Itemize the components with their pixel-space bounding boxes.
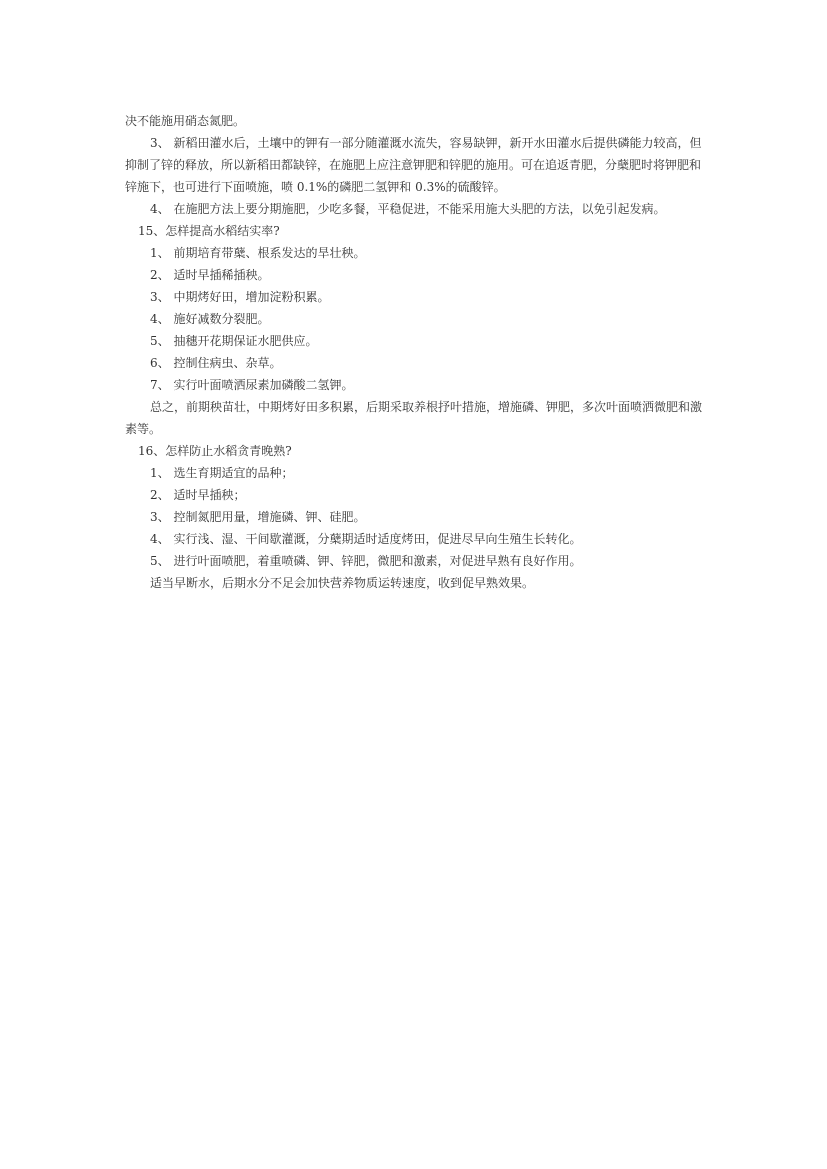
q16-list-item-2: 2、 适时早插秧； [150,488,246,502]
q15-list-item-4: 4、 施好减数分裂肥。 [150,312,270,326]
paragraph-item-4: 4、 在施肥方法上要分期施肥，少吃多餐，平稳促进，不能采用施大头肥的方法，以免引起发病。 [150,202,666,216]
paragraph-continuation: 决不能施用硝态氮肥。 [125,114,246,128]
q16-list-item-3: 3、 控制氮肥用量，增施磷、钾、硅肥。 [150,510,366,524]
q15-list-item-1: 1、 前期培育带蘖、根系发达的旱壮秧。 [150,246,366,260]
q16-list-item-4: 4、 实行浅、湿、干间歇灌溉，分蘖期适时适度烤田，促进尽早向生殖生长转化。 [150,532,582,546]
q15-list-item-7: 7、 实行叶面喷洒尿素加磷酸二氢钾。 [150,378,354,392]
q15-list-item-2: 2、 适时早插稀插秧。 [150,268,270,282]
document-page [125,110,703,594]
q16-list-item-1: 1、 选生育期适宜的品种； [150,466,294,480]
paragraph-item-3: 3、 新稻田灌水后，土壤中的钾有一部分随灌溉水流失，容易缺钾，新开水田灌水后提供磷能力较高，但抑制了锌的释放，所以新稻田都缺锌，在施肥上应注意钾肥和锌肥的施用。可在追返青肥，分蘖肥时将钾肥和锌施下，也可进行下面喷施，喷 0.1%的磷肥二氢钾和 0.3%的硫酸锌。 [125,136,702,194]
q16-summary: 适当早断水，后期水分不足会加快营养物质运转速度，收到促早熟效果。 [150,576,535,590]
q15-list-item-3: 3、 中期烤好田，增加淀粉积累。 [150,290,330,304]
q15-list-item-6: 6、 控制住病虫、杂草。 [150,356,282,370]
q15-summary: 总之，前期秧苗壮，中期烤好田多积累，后期采取养根抒叶措施，增施磷、钾肥，多次叶面喷洒微肥和激素等。 [125,400,703,436]
question-15-heading: 15、怎样提高水稻结实率? [138,224,280,238]
q16-list-item-5: 5、 进行叶面喷肥，着重喷磷、钾、锌肥，微肥和激素，对促进早熟有良好作用。 [150,554,582,568]
question-16-heading: 16、怎样防止水稻贪青晚熟? [138,444,292,458]
q15-list-item-5: 5、 抽穗开花期保证水肥供应。 [150,334,318,348]
